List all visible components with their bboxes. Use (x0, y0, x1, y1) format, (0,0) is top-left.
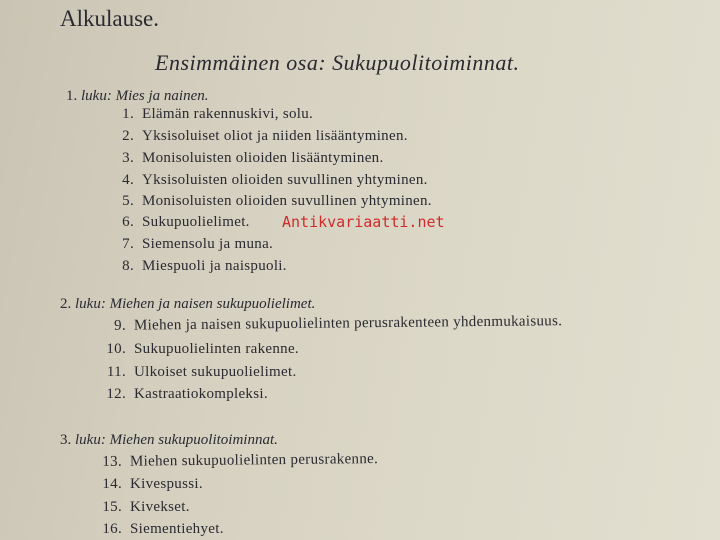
item-text: Monisoluisten olioiden suvullinen yhtyminen. (142, 193, 432, 209)
item-number: 14. (102, 476, 122, 492)
item-number: 6. (122, 214, 134, 230)
toc-item (108, 150, 384, 167)
toc-item (96, 476, 203, 493)
item-text: Elämän rakennuskivi, solu. (142, 106, 314, 122)
item-number: 3. (122, 150, 134, 166)
item-text: Monisoluisten olioiden lisääntyminen. (142, 150, 384, 166)
item-number: 10. (106, 341, 126, 357)
item-text: Yksisoluisten olioiden suvullinen yhtyminen. (142, 172, 428, 188)
item-number: 8. (122, 258, 134, 274)
toc-item (108, 106, 313, 123)
item-text: Kivespussi. (130, 476, 203, 492)
toc-item (108, 172, 428, 189)
toc-item (108, 236, 273, 253)
item-number: 16. (102, 521, 122, 537)
item-text: Siementiehyet. (130, 521, 224, 537)
item-number: 13. (102, 453, 123, 470)
chapter-3-heading (60, 432, 278, 449)
toc-item (100, 341, 299, 358)
toc-item (108, 214, 250, 231)
chapter-number: 1. (66, 88, 78, 104)
item-number: 7. (122, 236, 134, 252)
intro-heading: Alkulause. (60, 6, 160, 31)
item-text: Kastraatiokompleksi. (134, 386, 268, 402)
toc-item (96, 499, 190, 516)
item-number: 11. (106, 364, 126, 380)
toc-item (108, 128, 408, 145)
watermark: Antikvariaatti.net (282, 213, 445, 231)
chapter-number: 2. (60, 296, 72, 312)
chapter-2-heading (60, 296, 315, 313)
chapter-title: luku: Mies ja nainen. (81, 88, 209, 104)
item-text: Miehen ja naisen sukupuolielinten perusrakenteen yhdenmukaisuus. (133, 313, 563, 334)
item-text: Sukupuolielinten rakenne. (134, 341, 299, 357)
chapter-1-heading (66, 88, 208, 105)
toc-item (96, 521, 224, 538)
item-text: Ulkoiset sukupuolielimet. (134, 364, 297, 380)
item-text: Siemensolu ja muna. (142, 236, 274, 252)
toc-item (108, 193, 432, 210)
toc-item (100, 364, 297, 381)
item-number: 1. (122, 106, 134, 122)
toc-item (96, 451, 378, 471)
toc-item (100, 313, 562, 335)
item-number: 9. (114, 317, 127, 334)
chapter-title: luku: Miehen ja naisen sukupuolielimet. (75, 296, 316, 312)
item-number: 2. (122, 128, 134, 144)
item-text: Sukupuolielimet. (142, 214, 250, 230)
item-number: 12. (106, 386, 126, 402)
part-title: Ensimmäinen osa: Sukupuolitoiminnat. (155, 50, 520, 75)
chapter-title: luku: Miehen sukupuolitoiminnat. (75, 432, 278, 448)
chapter-number: 3. (60, 432, 72, 448)
item-text: Miespuoli ja naispuoli. (142, 258, 287, 274)
item-number: 5. (122, 193, 134, 209)
item-number: 4. (122, 172, 134, 188)
toc-item (100, 386, 268, 403)
item-text: Kivekset. (130, 499, 190, 515)
item-text: Yksisoluiset oliot ja niiden lisääntyminen. (142, 128, 408, 144)
toc-item (108, 258, 287, 275)
item-number: 15. (102, 499, 122, 515)
item-text: Miehen sukupuolielinten perusrakenne. (129, 451, 379, 470)
